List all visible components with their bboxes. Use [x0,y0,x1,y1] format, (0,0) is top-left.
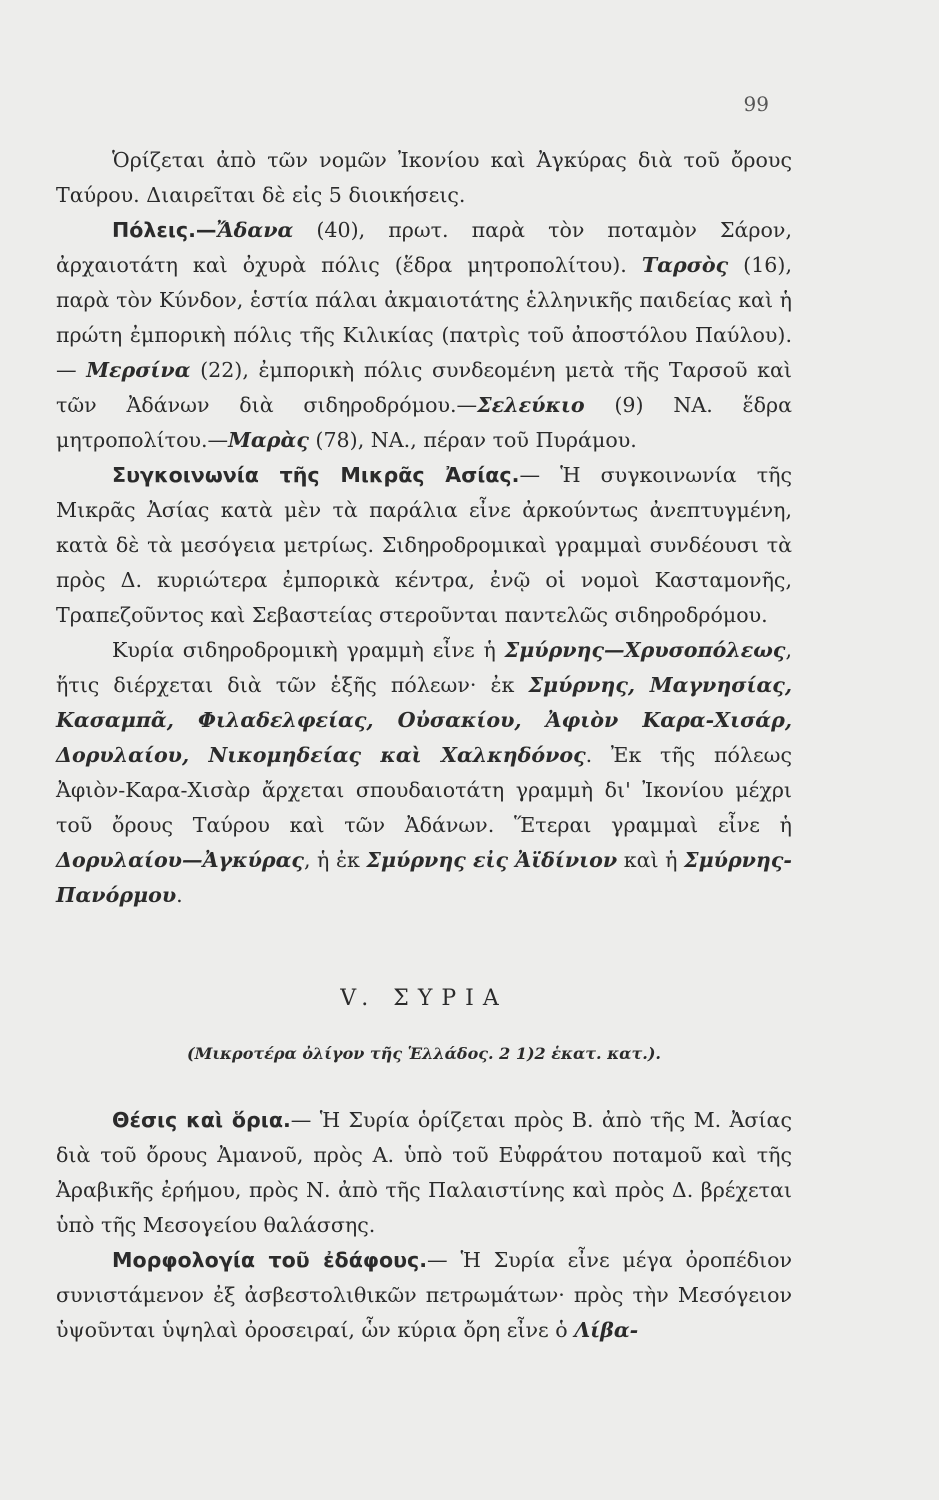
section-lead: Συγκοινωνία τῆς Μικρᾶς Ἀσίας. [112,463,520,487]
railway-line: Δορυλαίου—Ἀγκύρας [56,848,304,872]
paragraph-text: Κυρία σιδηροδρομικὴ γραμμὴ εἶνε ἡ [112,638,505,662]
paragraph-text: καὶ ἡ [617,848,685,872]
paragraph-text: Ὁρίζεται ἀπὸ τῶν νομῶν Ἰκονίου καὶ Ἀγκύρας διὰ τοῦ ὄρους Ταύρου. Διαιρεῖται δὲ εἰς 5 διοικήσεις. [56,148,792,207]
paragraph-text: (9) ΝΑ. ἕδρα μητροπολίτου.— [56,393,792,452]
railway-line: Σμύρνης-Πανόρμου [56,848,792,907]
paragraph-text: (16), παρὰ τὸν Κύνδον, ἑστία πάλαι ἀκμαιοτάτης ἑλληνικῆς παιδείας καὶ ἡ πρώτη ἐμπορικὴ πόλις τῆς Κιλικίας (πατρὶς τοῦ ἀποστόλου Παύλου).— [56,253,792,382]
city-name: Μερσίνα [86,358,191,382]
paragraph-cities [56,213,792,458]
paragraph-text: , ἡ ἐκ [303,848,367,872]
section-lead: Μορφολογία τοῦ ἐδάφους. [112,1248,428,1272]
paragraph-text: , ἥτις διέρχεται διὰ τῶν ἑξῆς πόλεων· ἐκ [56,638,792,697]
paragraph-boundaries [56,143,792,213]
paragraph-text: (22), ἐμπορικὴ πόλις συνδεομένη μετὰ τῆς Ταρσοῦ καὶ τῶν Ἀδάνων διὰ σιδηροδρόμου.— [56,358,792,417]
page-body [56,143,792,1348]
paragraph-railways [56,633,792,913]
paragraph-communications [56,458,792,633]
paragraph-position [56,1103,792,1243]
paragraph-text: — Ἡ Συρία ὁρίζεται πρὸς Β. ἀπὸ τῆς Μ. Ἀσίας διὰ τοῦ ὄρους Ἀμανοῦ, πρὸς Α. ὑπὸ τοῦ Εὐφράτου ποταμοῦ καὶ τῆς Ἀραβικῆς ἐρήμου, πρὸς Ν. ἀπὸ τῆς Παλαιστίνης καὶ πρὸς Δ. βρέχεται ὑπὸ τῆς Μεσογείου θαλάσσης. [56,1108,792,1237]
section-heading: V. ΣΥΡΙΑ [340,986,508,1011]
paragraph-text: . [176,883,183,907]
paragraph-text: — Ἡ συγκοινωνία τῆς Μικρᾶς Ἀσίας κατὰ μὲν τὰ παράλια εἶνε ἀρκούντως ἀνεπτυγμένη, κατὰ δὲ τὰ μεσόγεια μετρίως. Σιδηροδρομικαὶ γραμμαὶ συνδέουσι τὰ πρὸς Δ. κυριώτερα ἐμπορικὰ κέντρα, ἐνῷ οἱ νομοὶ Κασταμονῆς, Τραπεζοῦντος καὶ Σεβαστείας στεροῦνται παντελῶς σιδηροδρόμου. [56,463,792,627]
section-lead: Πόλεις.— [112,218,217,242]
city-name: Σελεύκιο [477,393,585,417]
paragraph-morphology [56,1243,792,1348]
city-name: Ταρσὸς [641,253,729,277]
station-list: Σμύρνης, Μαγνησίας, Κασαμπᾶ, Φιλαδελφείας, Οὐσακίου, Ἀφιὸν Καρα-Χισάρ, Δορυλαίου, Νικομηδείας καὶ Χαλκηδόνος [56,673,793,767]
page-number: 99 [743,92,769,116]
section-lead: Θέσις καὶ ὅρια. [112,1108,291,1132]
section-subtitle: (Μικροτέρα ὀλίγον τῆς Ἑλλάδος. 2 1)2 ἑκατ. κατ.). [187,1044,661,1063]
mountain-name: Λίβα- [574,1318,639,1342]
railway-line: Σμύρνης εἰς Ἀϊδίνιον [366,848,618,872]
railway-line: Σμύρνης—Χρυσοπόλεως [504,638,786,662]
city-name: Μαρὰς [228,428,309,452]
paragraph-text: (78), ΝΑ., πέραν τοῦ Πυράμου. [308,428,637,452]
paragraph-text: . Ἐκ τῆς πόλεως Ἀφιὸν-Καρα-Χισὰρ ἄρχεται σπουδαιοτάτη γραμμὴ δι' Ἰκονίου μέχρι τοῦ ὄρους Ταύρου καὶ τῶν Ἀδάνων. Ἕτεραι γραμμαὶ εἶνε ἡ [56,743,792,837]
paragraph-text: (40), πρωτ. παρὰ τὸν ποταμὸν Σάρον, ἀρχαιοτάτη καὶ ὀχυρὰ πόλις (ἕδρα μητροπολίτου). [56,218,792,277]
city-name: Ἄδανα [216,218,294,242]
paragraph-text: — Ἡ Συρία εἶνε μέγα ὀροπέδιον συνιστάμενον ἐξ ἀσβεστολιθικῶν πετρωμάτων· πρὸς τὴν Μεσόγειον ὑψοῦνται ὑψηλαὶ ὀροσειραί, ὧν κύρια ὄρη εἶνε ὁ [56,1248,792,1342]
